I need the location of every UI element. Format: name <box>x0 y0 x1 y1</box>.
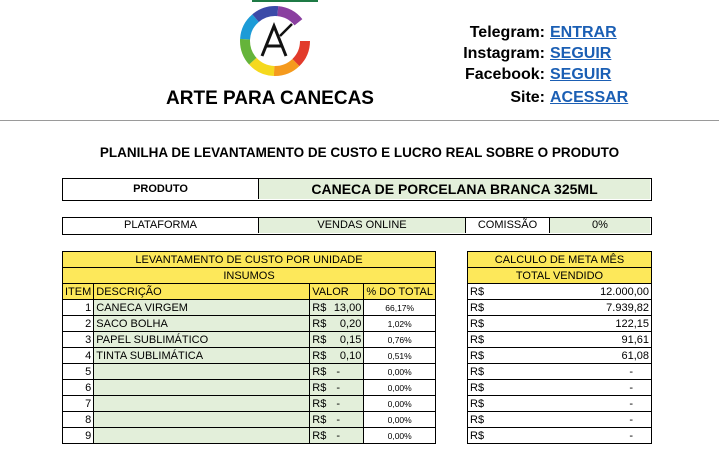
custo-title: LEVANTAMENTO DE CUSTO POR UNIDADE <box>63 252 436 268</box>
table-row <box>63 316 436 332</box>
meta-value: - <box>629 365 633 378</box>
meta-row <box>468 412 652 428</box>
meta-cell <box>468 284 652 300</box>
pct-cell: 1,02% <box>364 316 436 332</box>
sheet-title: PLANILHA DE LEVANTAMENTO DE CUSTO E LUCRO REAL SOBRE O PRODUTO <box>99 145 620 160</box>
currency: R$ <box>470 365 485 378</box>
currency: R$ <box>470 301 485 314</box>
site-label: Site: <box>510 89 545 106</box>
valor-amount: 0,15 <box>339 333 362 346</box>
produto-row <box>62 178 652 201</box>
plataforma-label: PLATAFORMA <box>63 218 259 233</box>
valor-amount: - <box>336 413 340 426</box>
divider <box>0 120 719 121</box>
meta-row <box>468 348 652 364</box>
currency: R$ <box>312 333 327 346</box>
item-number: 2 <box>63 316 94 332</box>
currency: R$ <box>312 349 327 362</box>
facebook-link[interactable]: SEGUIR <box>550 66 612 83</box>
telegram-label: Telegram: <box>469 24 545 41</box>
valor-cell[interactable] <box>310 380 364 396</box>
site-link[interactable]: ACESSAR <box>550 89 629 106</box>
valor-amount: 0,20 <box>339 317 362 330</box>
currency: R$ <box>470 429 485 442</box>
meta-cell <box>468 316 652 332</box>
meta-table <box>467 251 652 444</box>
meta-cell <box>468 428 652 444</box>
pct-cell: 0,00% <box>364 412 436 428</box>
pct-cell: 66,17% <box>364 300 436 316</box>
descricao-cell[interactable]: SACO BOLHA <box>94 316 310 332</box>
valor-cell[interactable] <box>310 316 364 332</box>
meta-row <box>468 332 652 348</box>
meta-value: - <box>629 429 633 442</box>
pct-cell: 0,00% <box>364 396 436 412</box>
produto-label: PRODUTO <box>63 179 259 199</box>
valor-amount: 0,10 <box>339 349 362 362</box>
table-row <box>63 380 436 396</box>
currency: R$ <box>312 397 327 410</box>
table-row <box>63 396 436 412</box>
valor-cell[interactable] <box>310 396 364 412</box>
currency: R$ <box>470 349 485 362</box>
meta-value: - <box>629 381 633 394</box>
currency: R$ <box>312 301 327 314</box>
meta-row <box>468 428 652 444</box>
pct-cell: 0,76% <box>364 332 436 348</box>
col-descricao-header: DESCRIÇÃO <box>94 284 310 300</box>
table-row <box>63 428 436 444</box>
descricao-cell[interactable] <box>94 396 310 412</box>
meta-cell <box>468 380 652 396</box>
plataforma-value[interactable]: VENDAS ONLINE <box>259 218 466 233</box>
color-wheel-icon <box>245 11 305 71</box>
meta-value: 12.000,00 <box>600 285 649 298</box>
plataforma-row <box>62 217 652 235</box>
valor-cell[interactable] <box>310 300 364 316</box>
comissao-value[interactable]: 0% <box>550 218 650 233</box>
valor-cell[interactable] <box>310 412 364 428</box>
meta-cell <box>468 348 652 364</box>
col-pct-header: % DO TOTAL <box>364 284 436 300</box>
item-number: 9 <box>63 428 94 444</box>
currency: R$ <box>312 413 327 426</box>
table-row <box>63 300 436 316</box>
meta-cell <box>468 300 652 316</box>
produto-value[interactable]: CANECA DE PORCELANA BRANCA 325ML <box>259 179 650 199</box>
custo-subtitle: INSUMOS <box>63 268 436 284</box>
currency: R$ <box>470 413 485 426</box>
table-row <box>63 364 436 380</box>
descricao-cell[interactable]: CANECA VIRGEM <box>94 300 310 316</box>
item-number: 7 <box>63 396 94 412</box>
table-row <box>63 412 436 428</box>
descricao-cell[interactable] <box>94 364 310 380</box>
valor-cell[interactable] <box>310 428 364 444</box>
currency: R$ <box>470 381 485 394</box>
meta-subtitle: TOTAL VENDIDO <box>468 268 652 284</box>
descricao-cell[interactable] <box>94 428 310 444</box>
currency: R$ <box>470 397 485 410</box>
meta-row <box>468 316 652 332</box>
valor-amount: - <box>336 365 340 378</box>
descricao-cell[interactable]: TINTA SUBLIMÁTICA <box>94 348 310 364</box>
valor-cell[interactable] <box>310 348 364 364</box>
pct-cell: 0,00% <box>364 428 436 444</box>
custo-body <box>63 300 436 444</box>
facebook-label: Facebook: <box>464 66 545 83</box>
descricao-cell[interactable]: PAPEL SUBLIMÁTICO <box>94 332 310 348</box>
valor-amount: - <box>336 381 340 394</box>
item-number: 4 <box>63 348 94 364</box>
pct-cell: 0,00% <box>364 380 436 396</box>
item-number: 5 <box>63 364 94 380</box>
currency: R$ <box>470 285 485 298</box>
instagram-label: Instagram: <box>463 45 545 62</box>
meta-cell <box>468 332 652 348</box>
meta-value: 91,61 <box>621 333 649 346</box>
meta-value: - <box>629 397 633 410</box>
meta-row <box>468 284 652 300</box>
meta-value: 61,08 <box>621 349 649 362</box>
meta-value: 122,15 <box>615 317 649 330</box>
pct-cell: 0,00% <box>364 364 436 380</box>
valor-amount: 13,00 <box>333 301 362 314</box>
meta-value: - <box>629 413 633 426</box>
meta-title: CALCULO DE META MÊS <box>468 252 652 268</box>
custo-table <box>62 251 436 444</box>
valor-amount: - <box>336 397 340 410</box>
meta-cell <box>468 396 652 412</box>
brand-name: ARTE PARA CANECAS <box>166 88 374 109</box>
instagram-link[interactable]: SEGUIR <box>550 45 612 62</box>
col-item-header: ITEM <box>63 284 94 300</box>
currency: R$ <box>312 317 327 330</box>
currency: R$ <box>470 317 485 330</box>
meta-row <box>468 396 652 412</box>
meta-value: 7.939,82 <box>606 301 649 314</box>
custo-header-row <box>63 284 436 300</box>
currency: R$ <box>470 333 485 346</box>
descricao-cell[interactable] <box>94 380 310 396</box>
valor-amount: - <box>336 429 340 442</box>
table-row <box>63 348 436 364</box>
telegram-link[interactable]: ENTRAR <box>550 24 617 41</box>
valor-cell[interactable] <box>310 332 364 348</box>
meta-row <box>468 364 652 380</box>
item-number: 8 <box>63 412 94 428</box>
item-number: 3 <box>63 332 94 348</box>
item-number: 1 <box>63 300 94 316</box>
pct-cell: 0,51% <box>364 348 436 364</box>
brand-logo <box>240 6 310 76</box>
meta-cell <box>468 364 652 380</box>
currency: R$ <box>312 365 327 378</box>
meta-row <box>468 300 652 316</box>
meta-row <box>468 380 652 396</box>
comissao-label: COMISSÃO <box>466 218 550 233</box>
table-row <box>63 332 436 348</box>
descricao-cell[interactable] <box>94 412 310 428</box>
currency: R$ <box>312 381 327 394</box>
item-number: 6 <box>63 380 94 396</box>
col-valor-header: VALOR <box>310 284 364 300</box>
currency: R$ <box>312 429 327 442</box>
top-accent-line <box>252 0 318 2</box>
valor-cell[interactable] <box>310 364 364 380</box>
meta-cell <box>468 412 652 428</box>
